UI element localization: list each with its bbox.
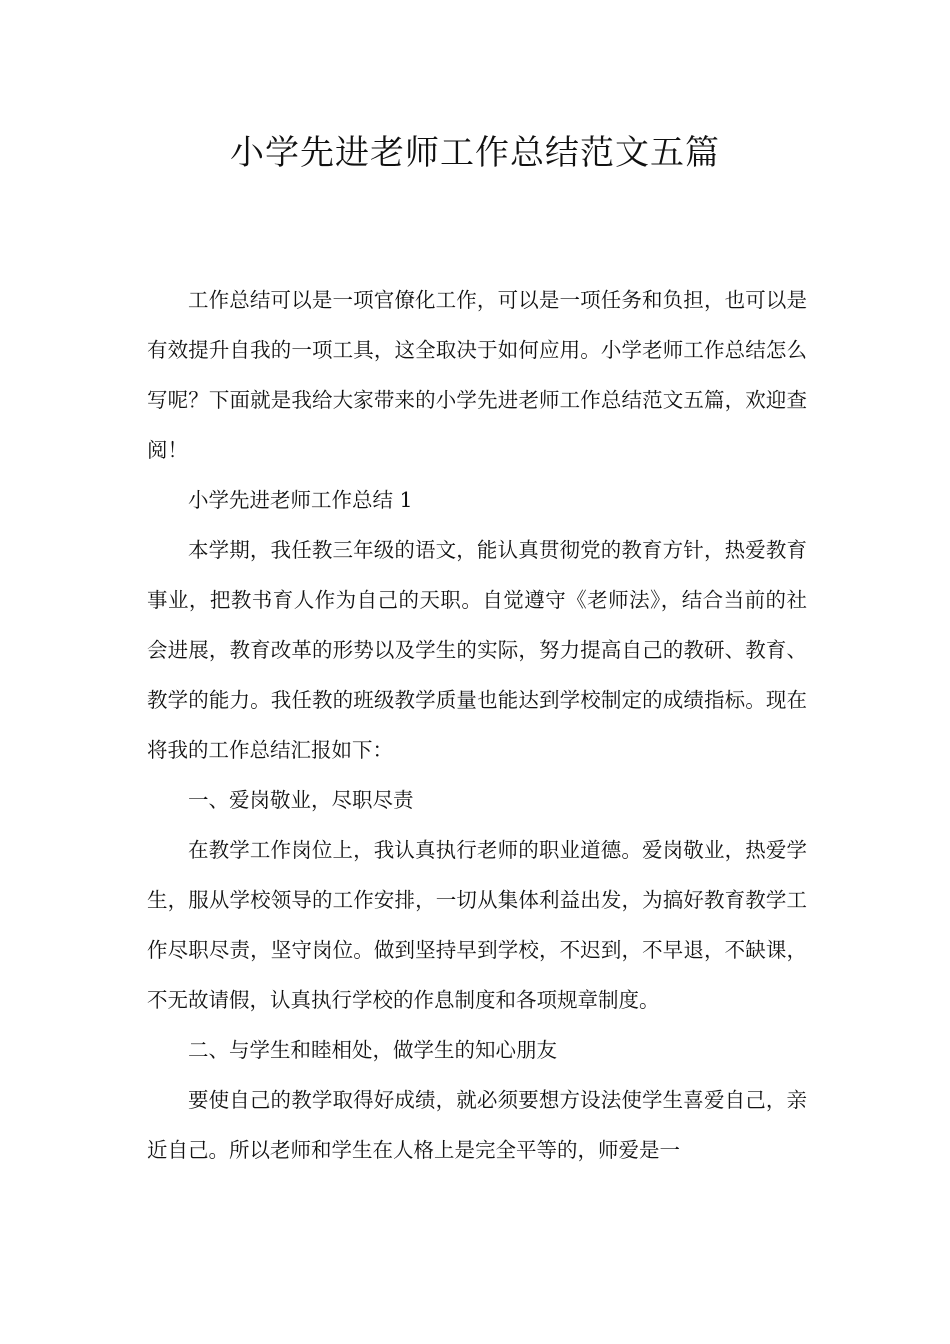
body-paragraph: 本学期，我任教三年级的语文，能认真贯彻党的教育方针，热爱教育事业，把教书育人作为自己的天职。自觉遵守《老师法》，结合当前的社会进展，教育改革的形势以及学生的实际，努力提高自己的教研、教育、教学的能力。我任教的班级教学质量也能达到学校制定的成绩指标。现在将我的工作总结汇报如下： [147, 538, 807, 762]
subheading-2: 二、与学生和睦相处，做学生的知心朋友 [188, 1038, 557, 1062]
section-heading-1: 小学先进老师工作总结 1 [188, 488, 413, 512]
subheading-1: 一、爱岗敬业，尽职尽责 [188, 788, 414, 812]
document-title: 小学先进老师工作总结范文五篇 [230, 133, 720, 173]
intro-paragraph: 工作总结可以是一项官僚化工作，可以是一项任务和负担，也可以是有效提升自我的一项工具，这全取决于如何应用。小学老师工作总结怎么写呢？下面就是我给大家带来的小学先进老师工作总结范文五篇，欢迎查阅！ [147, 288, 807, 462]
body-paragraph: 要使自己的教学取得好成绩，就必须要想方设法使学生喜爱自己，亲近自己。所以老师和学生在人格上是完全平等的，师爱是一 [147, 1088, 807, 1162]
body-paragraph: 在教学工作岗位上，我认真执行老师的职业道德。爱岗敬业，热爱学生，服从学校领导的工作安排，一切从集体利益出发，为搞好教育教学工作尽职尽责，坚守岗位。做到坚持早到学校，不迟到，不早退，不缺课，不无故请假，认真执行学校的作息制度和各项规章制度。 [147, 838, 807, 1012]
document-body [147, 275, 807, 1175]
